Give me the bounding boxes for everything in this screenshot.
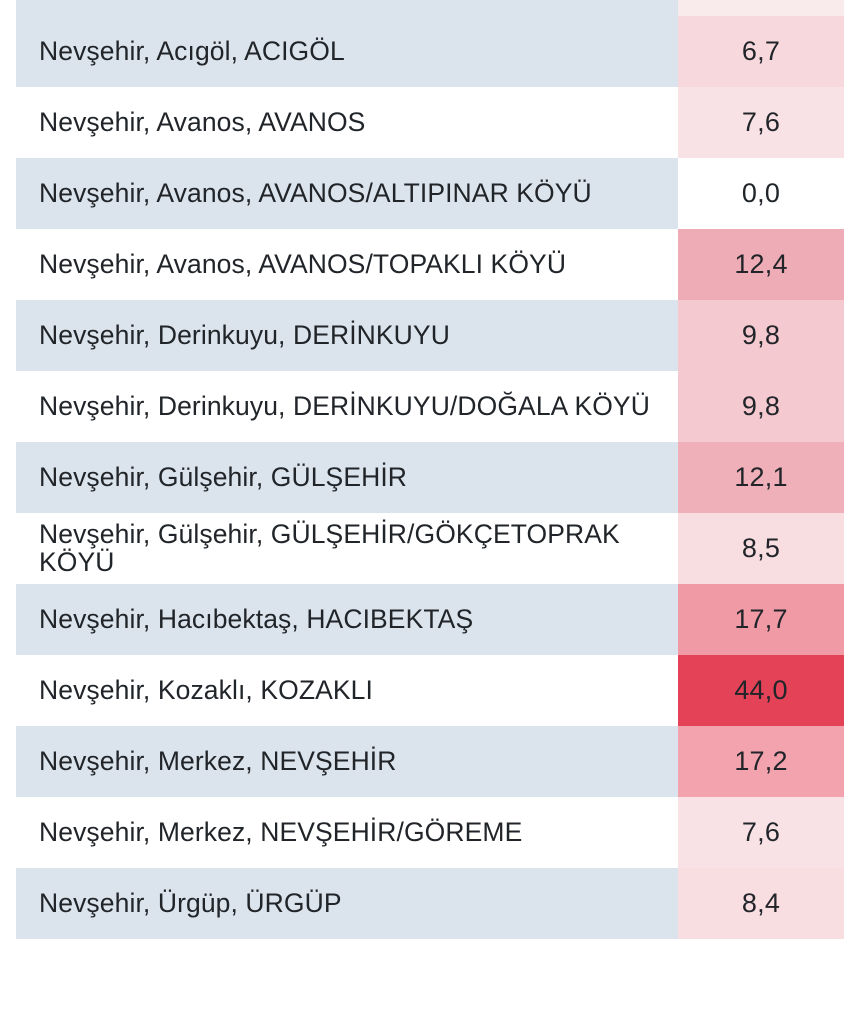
location-label: Nevşehir, Derinkuyu, DERİNKUYU: [39, 320, 450, 351]
table-cell-value: 9,8: [678, 371, 844, 442]
location-label: Nevşehir, Avanos, AVANOS/ALTIPINAR KÖYÜ: [39, 177, 592, 208]
table-header-label-cell: [16, 0, 678, 16]
location-label: Nevşehir, Avanos, AVANOS/TOPAKLI KÖYÜ: [39, 249, 567, 280]
location-label: Nevşehir, Gülşehir, GÜLŞEHİR/GÖKÇETOPRAK KÖYÜ: [39, 519, 620, 577]
table-row[interactable]: [16, 797, 844, 868]
table-cell-location: [16, 442, 678, 513]
table-header-row: [16, 0, 844, 16]
table-cell-location: [16, 300, 678, 371]
table-cell-location: [16, 371, 678, 442]
table-cell-value: 8,4: [678, 868, 844, 939]
table-header-value-cell: [678, 0, 844, 16]
table-row[interactable]: [16, 513, 844, 584]
table-row[interactable]: [16, 371, 844, 442]
table-row[interactable]: [16, 868, 844, 939]
table-row[interactable]: [16, 87, 844, 158]
table-cell-location: [16, 868, 678, 939]
table-cell-value: 7,6: [678, 87, 844, 158]
location-label: Nevşehir, Ürgüp, ÜRGÜP: [39, 888, 342, 919]
table-body: [16, 16, 844, 939]
table-cell-location: [16, 726, 678, 797]
table-cell-location: [16, 513, 678, 584]
table-cell-value: 12,1: [678, 442, 844, 513]
table-cell-value: 9,8: [678, 300, 844, 371]
location-label: Nevşehir, Merkez, NEVŞEHİR: [39, 746, 397, 777]
table-cell-location: [16, 229, 678, 300]
table-row[interactable]: [16, 16, 844, 87]
table-row[interactable]: [16, 300, 844, 371]
location-label: Nevşehir, Avanos, AVANOS: [39, 107, 366, 138]
table-cell-location: [16, 16, 678, 87]
location-label: Nevşehir, Acıgöl, ACIGÖL: [39, 36, 345, 67]
table-cell-value: 7,6: [678, 797, 844, 868]
table-cell-value: 12,4: [678, 229, 844, 300]
location-label: Nevşehir, Merkez, NEVŞEHİR/GÖREME: [39, 817, 523, 848]
location-label: Nevşehir, Gülşehir, GÜLŞEHİR: [39, 462, 408, 493]
table-row[interactable]: [16, 655, 844, 726]
table-row[interactable]: [16, 158, 844, 229]
table-row[interactable]: [16, 229, 844, 300]
location-label: Nevşehir, Hacıbektaş, HACIBEKTAŞ: [39, 604, 474, 635]
table-cell-value: 0,0: [678, 158, 844, 229]
table-cell-value: 17,2: [678, 726, 844, 797]
table-cell-value: 17,7: [678, 584, 844, 655]
table-cell-value: 8,5: [678, 513, 844, 584]
table-cell-location: [16, 655, 678, 726]
location-label: Nevşehir, Kozaklı, KOZAKLI: [39, 675, 373, 706]
location-label: Nevşehir, Derinkuyu, DERİNKUYU/DOĞALA KÖYÜ: [39, 390, 650, 421]
table-cell-location: [16, 87, 678, 158]
table-row[interactable]: [16, 442, 844, 513]
table-cell-location: [16, 158, 678, 229]
table-cell-location: [16, 797, 678, 868]
table-row[interactable]: [16, 584, 844, 655]
table-cell-location: [16, 584, 678, 655]
table-cell-value: 6,7: [678, 16, 844, 87]
table-row[interactable]: [16, 726, 844, 797]
table-cell-value: 44,0: [678, 655, 844, 726]
